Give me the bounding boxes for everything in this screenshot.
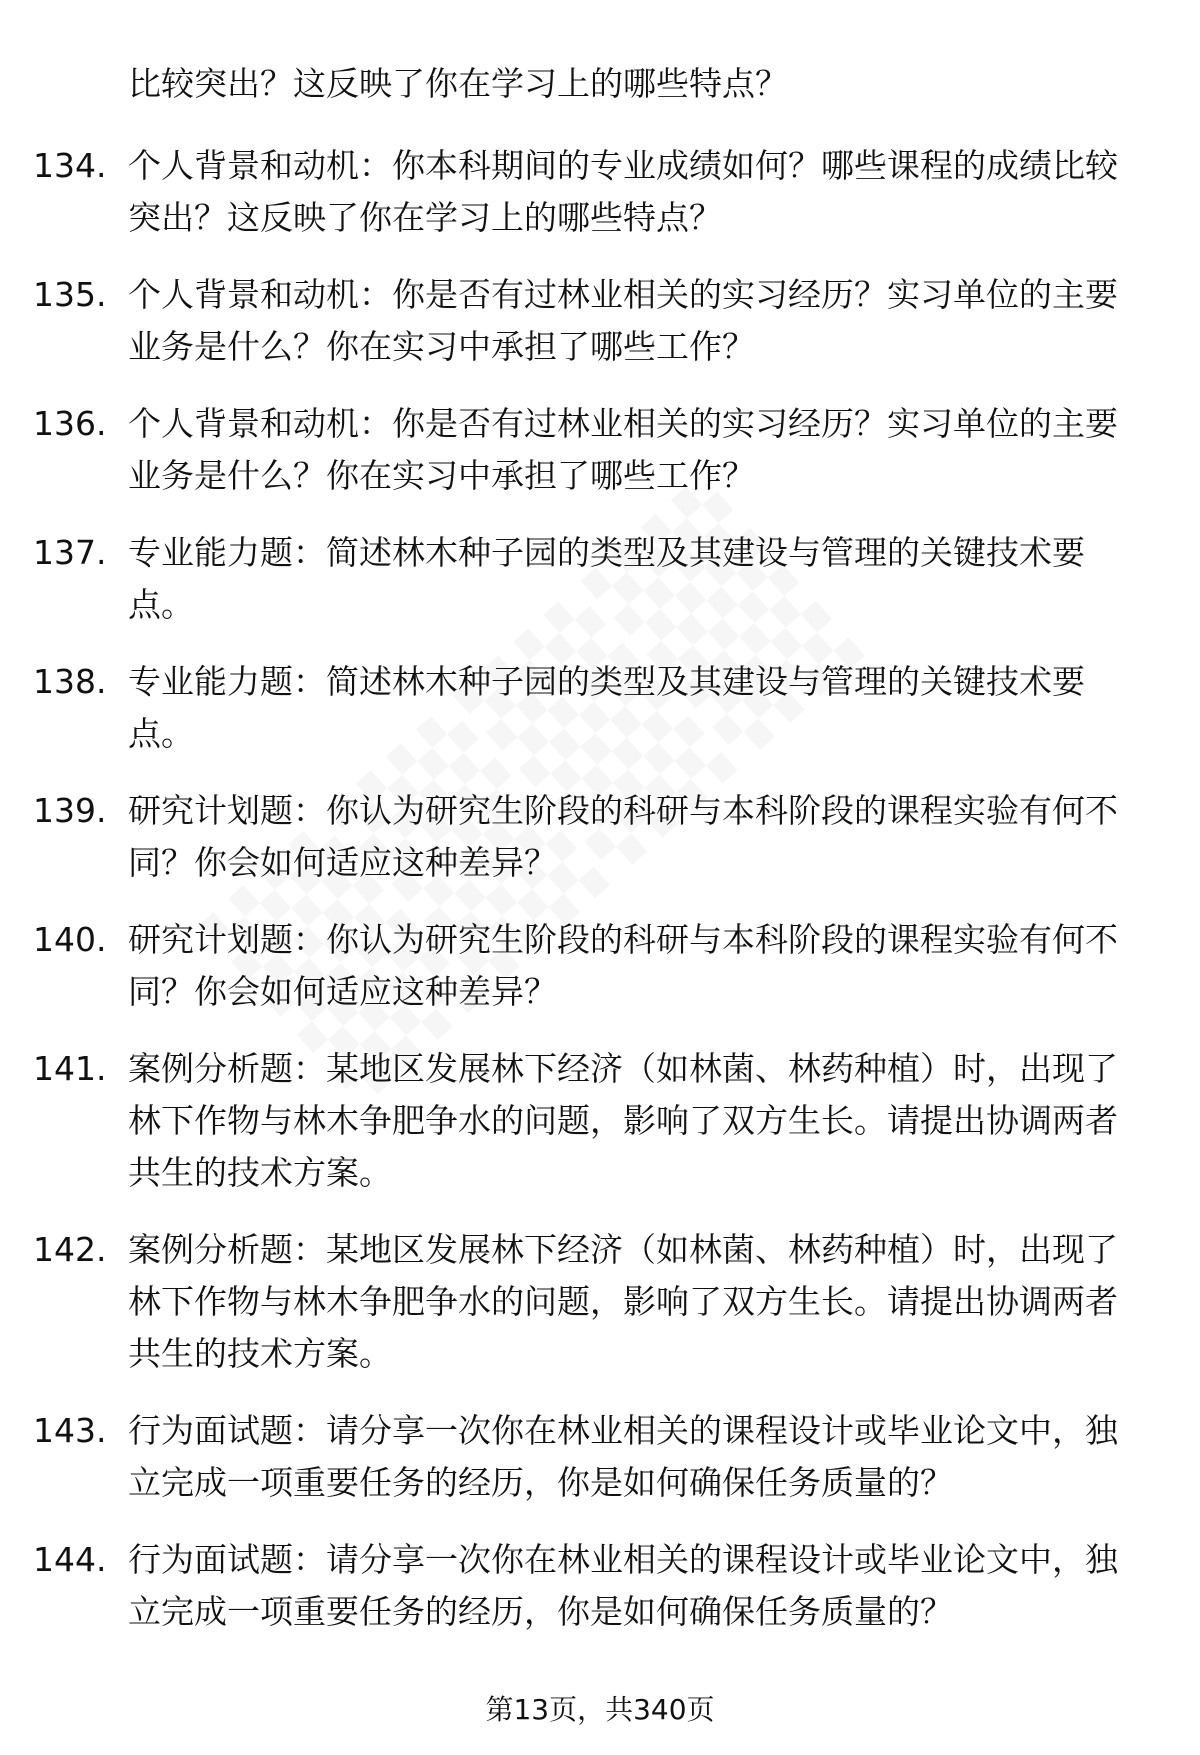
continuation-text: 比较突出？这反映了你在学习上的哪些特点？ — [128, 64, 788, 103]
question-list — [0, 140, 1200, 1663]
question-item — [0, 1405, 1200, 1509]
question-number: 136. — [33, 404, 107, 443]
question-number: 141. — [33, 1049, 107, 1088]
question-number: 134. — [33, 146, 107, 185]
question-item — [0, 1224, 1200, 1380]
question-item — [0, 1043, 1200, 1199]
question-text: 个人背景和动机：你是否有过林业相关的实习经历？实习单位的主要业务是什么？你在实习中承担了哪些工作？ — [128, 404, 1118, 495]
question-item — [0, 785, 1200, 889]
question-text: 行为面试题：请分享一次你在林业相关的课程设计或毕业论文中，独立完成一项重要任务的经历，你是如何确保任务质量的？ — [128, 1411, 1118, 1502]
question-text: 案例分析题：某地区发展林下经济（如林菌、林药种植）时，出现了林下作物与林木争肥争水的问题，影响了双方生长。请提出协调两者共生的技术方案。 — [128, 1230, 1118, 1373]
question-text: 研究计划题：你认为研究生阶段的科研与本科阶段的课程实验有何不同？你会如何适应这种差异？ — [128, 920, 1118, 1011]
page-footer — [0, 1690, 1200, 1730]
question-number: 139. — [33, 791, 107, 830]
question-item — [0, 527, 1200, 631]
question-item — [0, 140, 1200, 244]
question-number: 144. — [33, 1540, 107, 1579]
question-number: 143. — [33, 1411, 107, 1450]
question-number: 138. — [33, 662, 107, 701]
question-item — [0, 269, 1200, 373]
question-item — [0, 914, 1200, 1018]
question-item — [0, 398, 1200, 502]
question-text: 研究计划题：你认为研究生阶段的科研与本科阶段的课程实验有何不同？你会如何适应这种差异？ — [128, 791, 1118, 882]
question-text: 专业能力题：简述林木种子园的类型及其建设与管理的关键技术要点。 — [128, 533, 1085, 624]
question-item — [0, 656, 1200, 760]
question-text: 个人背景和动机：你是否有过林业相关的实习经历？实习单位的主要业务是什么？你在实习中承担了哪些工作？ — [128, 275, 1118, 366]
page-number-label: 第13页，共340页 — [485, 1693, 715, 1726]
question-item — [0, 1534, 1200, 1638]
question-text: 个人背景和动机：你本科期间的专业成绩如何？哪些课程的成绩比较突出？这反映了你在学习上的哪些特点？ — [128, 146, 1118, 237]
question-number: 135. — [33, 275, 107, 314]
question-text: 专业能力题：简述林木种子园的类型及其建设与管理的关键技术要点。 — [128, 662, 1085, 753]
question-number: 140. — [33, 920, 107, 959]
question-text: 行为面试题：请分享一次你在林业相关的课程设计或毕业论文中，独立完成一项重要任务的经历，你是如何确保任务质量的？ — [128, 1540, 1118, 1631]
question-number: 142. — [33, 1230, 107, 1269]
question-number: 137. — [33, 533, 107, 572]
question-text: 案例分析题：某地区发展林下经济（如林菌、林药种植）时，出现了林下作物与林木争肥争水的问题，影响了双方生长。请提出协调两者共生的技术方案。 — [128, 1049, 1118, 1192]
